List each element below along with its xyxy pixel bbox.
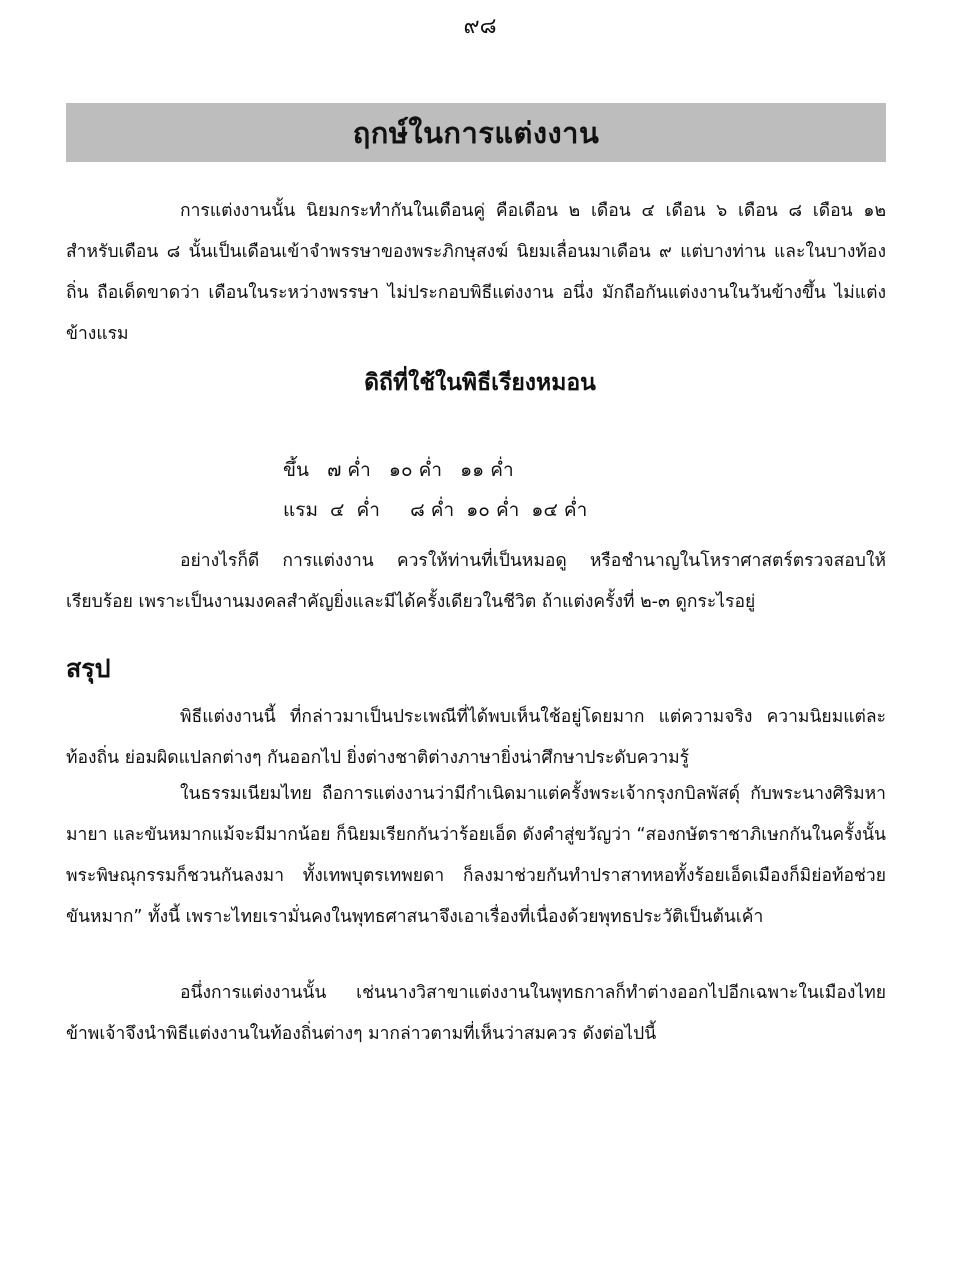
summary-paragraph-3-text: อนึ่งการแต่งงานนั้น เช่นนางวิสาขาแต่งงานในพุทธกาลก็ทำต่างออกไปอีกเฉพาะในเมืองไทย ข้าพเจ้าจึงนำพิธีแต่งงานในท้องถิ่นต่างๆ มากล่าวตามที่เห็นว่าสมควร ดังต่อไปนี้ <box>66 983 886 1044</box>
intro-paragraph-text: การแต่งงานนั้น นิยมกระทำกันในเดือนคู่ คือเดือน ๒ เดือน ๔ เดือน ๖ เดือน ๘ เดือน ๑๒ สำหรับเดือน ๘ นั้นเป็นเดือนเข้าจำพรรษาของพระภิกษุสงฆ์ นิยมเลื่อนมาเดือน ๙ แต่บางท่าน และในบางท้องถิ่น ถือเด็ดขาดว่า เดือนในระหว่างพรรษา ไม่ประกอบพิธีแต่งงาน อนึ่ง มักถือกันแต่งงานในวันข้างขึ้น ไม่แต่งข้างแรม <box>66 201 886 344</box>
summary-paragraph-1 <box>66 697 886 779</box>
summary-heading: สรุป <box>66 654 111 683</box>
advice-paragraph-text: อย่างไรก็ดี การแต่งงาน ควรให้ท่านที่เป็นหมอดู หรือชำนาญในโหราศาสตร์ตรวจสอบให้เรียบร้อย เพราะเป็นงานมงคลสำคัญยิ่งและมีได้ครั้งเดียวในชีวิต ถ้าแต่งครั้งที่ ๒-๓ ดูกระไรอยู่ <box>66 551 886 612</box>
advice-paragraph <box>66 541 886 623</box>
title-banner <box>66 103 886 162</box>
page-number: ๙๘ <box>463 14 497 39</box>
waxing-dates: ขึ้น ๗ ค่ำ ๑๐ ค่ำ ๑๑ ค่ำ <box>283 459 514 481</box>
waning-dates: แรม ๔ ค่ำ ๘ ค่ำ ๑๐ ค่ำ ๑๔ ค่ำ <box>283 499 588 521</box>
summary-paragraph-2 <box>66 774 886 938</box>
dates-heading: ดิถีที่ใช้ในพิธีเรียงหมอน <box>364 370 596 396</box>
intro-paragraph <box>66 191 886 355</box>
summary-paragraph-1-text: พิธีแต่งงานนี้ ที่กล่าวมาเป็นประเพณีที่ได้พบเห็นใช้อยู่โดยมาก แต่ความจริง ความนิยมแต่ละท้องถิ่น ย่อมผิดแปลกต่างๆ กันออกไป ยิ่งต่างชาติต่างภาษายิ่งน่าศึกษาประดับความรู้ <box>66 707 886 768</box>
summary-paragraph-2-text: ในธรรมเนียมไทย ถือการแต่งงานว่ามีกำเนิดมาแต่ครั้งพระเจ้ากรุงกบิลพัสดุ์ กับพระนางศิริมหามายา และขันหมากแม้จะมีมากน้อย ก็นิยมเรียกกันว่าร้อยเอ็ด ดังคำสู่ขวัญว่า “สองกษัตราชาภิเษกกันในครั้งนั้น พระพิษณุกรรมก็ชวนกันลงมา ทั้งเทพบุตรเทพยดา ก็ลงมาช่วยกันทำปราสาทหอทั้งร้อยเอ็ดเมืองก็มิย่อท้อช่วยขันหมาก” ทั้งนี้ เพราะไทยเรามั่นคงในพุทธศาสนาจึงเอาเรื่องที่เนื่องด้วยพุทธประวัติเป็นต้นเค้า <box>66 784 887 927</box>
page-title: ฤกษ์ในการแต่งงาน <box>352 115 600 150</box>
summary-paragraph-3 <box>66 973 886 1055</box>
